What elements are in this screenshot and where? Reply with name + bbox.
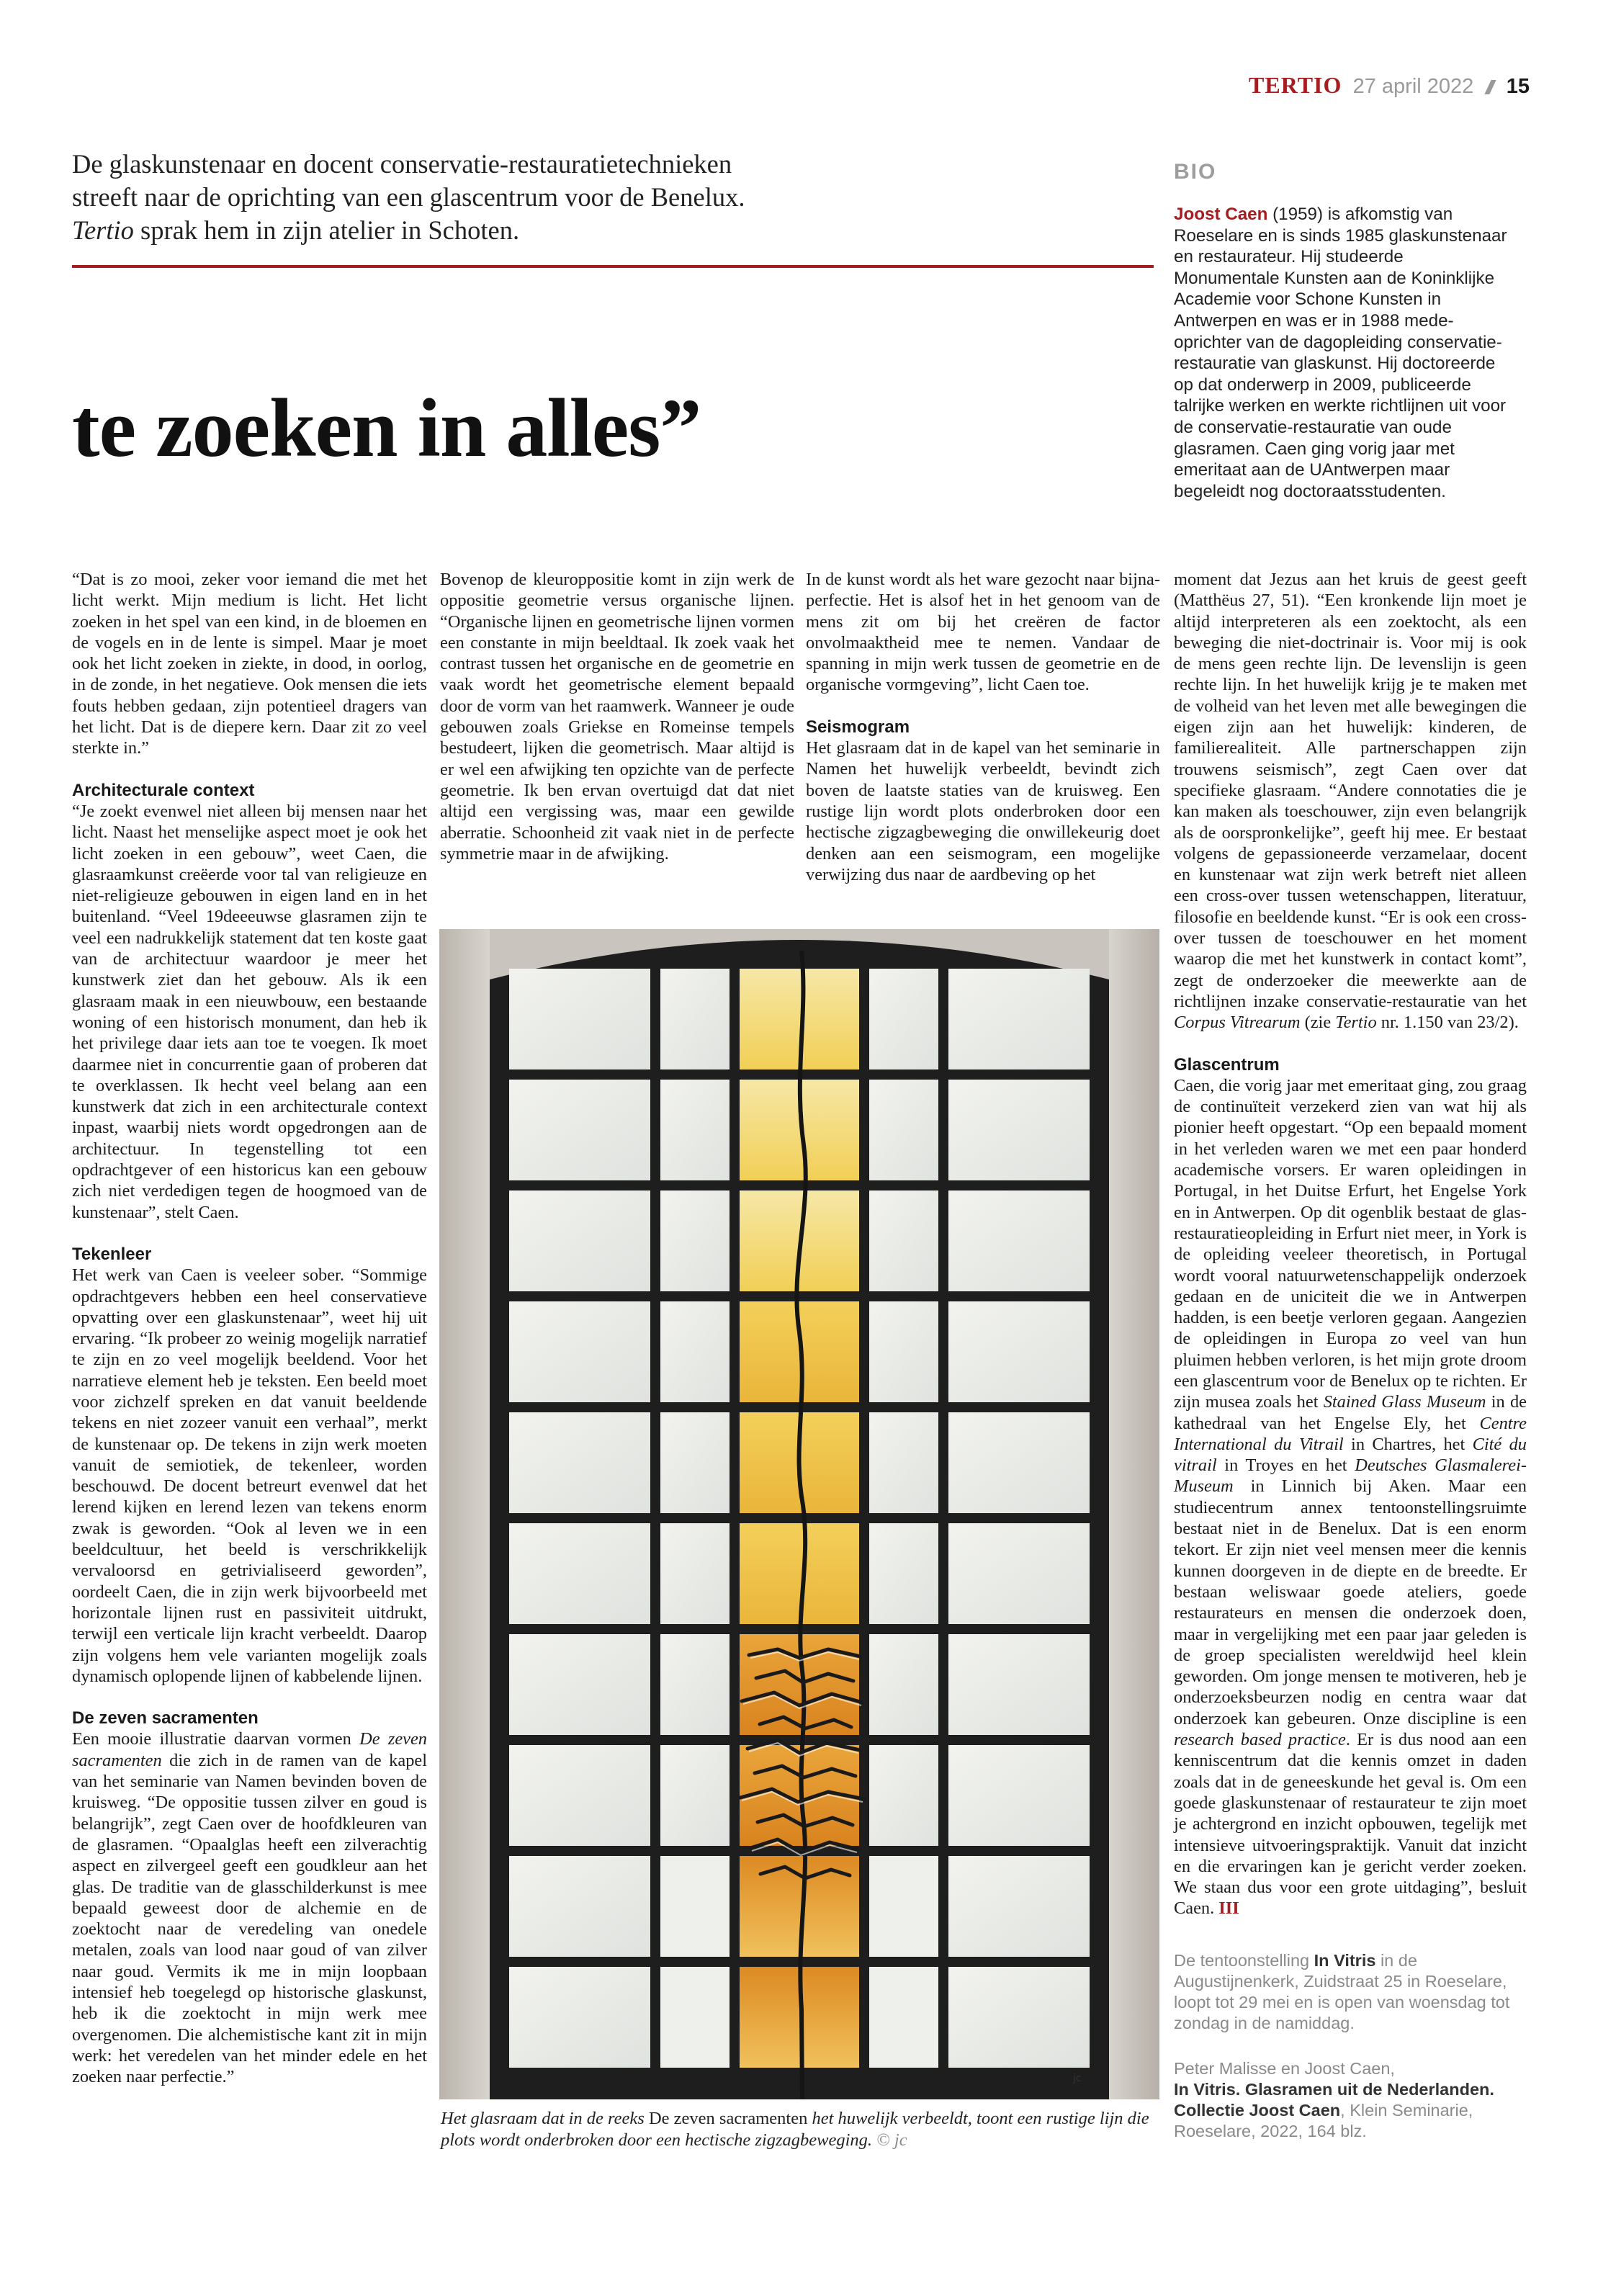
article-intro [72, 148, 1152, 247]
intro-line [72, 214, 1152, 247]
glass-pane [660, 1412, 730, 1513]
glass-pane [869, 1967, 938, 2068]
glass-pane [660, 1856, 730, 1957]
intro-line: De glaskunstenaar en docent conservatie-restauratietechnieken [72, 149, 732, 179]
glass-pane [660, 1967, 730, 2068]
paragraph: “Dat is zo mooi, zeker voor iemand die met het licht werkt. Mijn medium is licht. Het licht zoeken in het spel van een kind, in de bloemen en de vogels en in de lente is simpel. Maar je moet ook het licht zoeken in ziekte, in dood, in oorlog, in de zonde, in het negatieve. Ook mensen die iets fouts hebben gedaan, zijn potentieel dragers van het licht. Dat is de diepere kern. Daar zit zo veel sterkte in.” [72, 570, 427, 758]
paragraph: Het werk van Caen is veeleer sober. “Sommige opdrachtgevers hebben een heel conservatieve opvatting over een glaskunstenaar”, weet hij uit ervaring. “Ik probeer zo weinig mogelijk narratief te zijn en zo veel mogelijk beeldend. Voor het narratieve element heb je teksten. Een beeld moet voor zichzelf spreken en dat vanuit beeldende tekens en niet zozeer vanuit een verhaal”, merkt de kunstenaar op. De tekens in zijn werk moeten vanuit de semiotiek, de tekenleer, worden beschouwd. De docent betreurt evenwel dat het lerend kijken en lerend lezen van tekens enorm zwak is geworden. “Ook al leven we in een beeldcultuur, het beeld is verschrikkelijk vervaloorsd en getrivialiseerd geworden”, oordeelt Caen, die in zijn werk bijvoorbeeld met horizontale lijnen rust en passiviteit uitdrukt, terwijl een verticale lijn kracht verbeeldt. Daarop zijn volgens hem vele varianten mogelijk zoals dynamisch oplopende lijnen of kabbelende lijnen. [72, 1265, 427, 1686]
column-4 [1174, 569, 1527, 1919]
glass-pane [509, 1080, 650, 1180]
text-italic: Deutsches Glasmalerei-Museum [1174, 1456, 1527, 1497]
subheading: Seismogram [806, 717, 910, 737]
glass-pane [509, 1856, 650, 1957]
bio-name: Joost Caen [1174, 205, 1268, 224]
subheading: Tekenleer [72, 1244, 152, 1264]
photo-credit: © jc [876, 2130, 907, 2150]
text-run: Caen, die vorig jaar met emeritaat ging, zou graag de continuïteit verzekerd zien van wat hij als pionier heeft opgestart. “Op een bepaald moment in het verleden waren we met een paar honderd academische vorsers. Er waren opleidingen in Portugal, in het Duitse Erfurt, het Engelse York en in Antwerpen. Op dit ogenblik bestaat de glas-restauratieopleiding in Erfurt niet meer, in York is de opleiding veeleer theoretisch, in Portugal wordt vooral natuurwetenschappelijk onderzoek gedaan en de uniciteit die we in Antwerpen hadden, is een beetje verloren gegaan. Aangezien de opleidingen in Europa zo veel van hun pluimen hebben verloren, is het mijn grote droom een glascentrum voor de Benelux op te richten. Er zijn musea zoals het [1174, 1075, 1527, 1412]
text-run: nr. 1.150 van 23/2). [1376, 1013, 1519, 1033]
bio-label: BIO [1174, 160, 1217, 184]
glass-pane [869, 1523, 938, 1624]
text-italic: Corpus Vitrearum [1174, 1013, 1301, 1033]
paragraph: Bovenop de kleuroppositie komt in zijn werk de oppositie geometrie versus organische lijnen. “Organische lijnen en geometrische lijnen vormen een constante in mijn beeldtaal. Ik zoek vaak het contrast tussen het organische en de geometrie en vaak wordt het geometrische element bepaald door de vorm van het raamwerk. Wanneer je oude gebouwen zoals Griekse en Romeinse tempels bestudeert, lijken die geometrisch. Maar altijd is er wel een afwijking ten opzichte van de perfecte geometrie. Ik ben ervan overtuigd dat dat niet altijd een vergissing was, maar een gewilde aberratie. Schoonheid zit vaak niet in de perfecte symmetrie maar in de afwijking. [440, 570, 794, 864]
right-reveal [1109, 929, 1159, 2099]
running-head [1249, 72, 1530, 99]
glass-pane [660, 969, 730, 1069]
glass-pane [869, 1412, 938, 1513]
bio-body: (1959) is afkomstig van Roeselare en is sinds 1985 glaskunstenaar en restaurateur. Hij studeerde Monumentale Kunsten aan de Koninklijke Academie voor Schone Kunsten in Antwerpen en was er in 1988 mede-oprichter van de dagopleiding conservatie-restauratie van glaskunst. Hij doctoreerde op dat onderwerp in 2009, publiceerde talrijke werken en werkte richtlijnen uit voor de conservatie-restauratie van oude glasramen. Caen ging vorig jaar met emeritaat aan de UAntwerpen maar begeleidt nog doctoraatsstudenten. [1174, 205, 1507, 501]
glass-pane [948, 1634, 1090, 1735]
text-run: in Chartres, het [1343, 1434, 1473, 1454]
text-italic: research based practice [1174, 1730, 1346, 1750]
issue-date: 27 april 2022 [1352, 75, 1474, 98]
glass-pane [948, 1412, 1090, 1513]
photo-caption [441, 2108, 1161, 2151]
column-3 [806, 569, 1160, 885]
subheading: Glascentrum [1174, 1054, 1280, 1075]
paragraph [1174, 569, 1527, 1033]
exhibition-note [1174, 1950, 1520, 2034]
intro-line: streeft naar de oprichting van een glascentrum voor de Benelux. [72, 182, 745, 212]
stained-glass-window [439, 929, 1159, 2099]
glass-pane [509, 1190, 650, 1291]
glass-pane [869, 1080, 938, 1180]
subheading: Architecturale context [72, 780, 255, 800]
magazine-brand: TERTIO [1249, 72, 1342, 98]
left-reveal [439, 929, 490, 2099]
end-mark: III [1218, 1898, 1239, 1919]
glass-pane [869, 1634, 938, 1735]
caption-work-title: De zeven sacramenten [648, 2109, 808, 2128]
exhibition-title: In Vitris [1314, 1951, 1376, 1970]
caption-text: het huwelijk verbeeldt, toont een rustige lijn die plots wordt onderbroken door een hectische zigzagbeweging. [441, 2109, 1149, 2150]
glass-pane [509, 1634, 650, 1735]
text-italic: Stained Glass Museum [1323, 1392, 1486, 1412]
glass-pane [660, 1745, 730, 1846]
glass-pane [509, 1523, 650, 1624]
text-run: Een mooie illustratie daarvan vormen [72, 1729, 360, 1749]
text-italic: Cité du vitrail [1174, 1434, 1527, 1476]
book-publisher: , Klein Seminarie, Roeselare, 2022, 164 blz. [1174, 2101, 1473, 2140]
glass-pane [948, 1745, 1090, 1846]
column-2 [440, 569, 794, 864]
glass-pane [660, 1190, 730, 1291]
glass-pane [660, 1634, 730, 1735]
glass-pane [948, 1080, 1090, 1180]
text-run: in de kathedraal van het Engelse Ely, het [1174, 1392, 1527, 1433]
page-number: 15 [1506, 75, 1530, 98]
caption-text: Het glasraam dat in de reeks [441, 2109, 649, 2128]
text-run: De tentoonstelling [1174, 1951, 1314, 1970]
glass-pane [869, 1301, 938, 1402]
text-run: moment dat Jezus aan het kruis de geest geeft (Matthëus 27, 51). “Een kronkende lijn moet je altijd interpreteren als een zoektocht, als een beweging die niet-doctrinair is. Voor mij is ook de mens geen rechte lijn. De levenslijn is geen rechte lijn. In het huwelijk krijg je te maken met de volheid van het leven met alle bewegingen die eigen zijn aan het huwelijk: kinderen, de familierealiteit. Alle partnerschappen zijn trouwens seismisch”, zegt Caen over dat specifieke glasraam. “Andere connotaties die je kan maken als toeschouwer, zijn even belangrijk als de oorspronkelijke”, geeft hij mee. Er bestaat volgens de gepassioneerde verzamelaar, docent en kunstenaar wat zijn werk betreft niet alleen een cross-over tussen wetenschappen, literatuur, filosofie en beeldende kunst. “Er is ook een cross-over tussen de toeschouwer en het moment waarop die met het kunstwerk in contact komt”, zegt de onderzoeker die meewerkte aan de richtlijnen inzake conservatie-restauratie van het [1174, 570, 1527, 1011]
book-reference [1174, 2058, 1520, 2142]
glass-pane [660, 1523, 730, 1624]
glass-pane [948, 1190, 1090, 1291]
glass-pane [660, 1301, 730, 1402]
paragraph [1174, 1075, 1527, 1919]
book-title: In Vitris. Glasramen uit de Nederlanden. Collectie Joost Caen [1174, 2080, 1494, 2120]
article-title: te zoeken in alles” [72, 382, 701, 475]
glass-pane [869, 1745, 938, 1846]
text-run: in Troyes en het [1216, 1456, 1355, 1476]
stained-glass-photo [439, 929, 1159, 2099]
glass-pane [948, 1301, 1090, 1402]
text-run: in de Augustijnenkerk, Zuidstraat 25 in Roeselare, loopt tot 29 mei en is open van woensdag tot zondag in de namiddag. [1174, 1951, 1510, 2032]
glass-pane [509, 1412, 650, 1513]
glass-pane [660, 1080, 730, 1180]
paragraph: “Je zoekt evenwel niet alleen bij mensen naar het licht. Naast het menselijke aspect moet je ook het licht zoeken in een gebouw”, weet Caen, die glasraamkunst creëerde voor tal van religieuze en niet-religieuze gebouwen in eigen land en in het buitenland. “Veel 19deeeuwse glasramen zijn te veel een nadrukkelijk statement dat ten koste gaat van de architectuur waardoor je meer het kunstwerk ziet dan het gebouw. Als ik een glasraam maak in een nieuwbouw, een bestaande woning of een historisch monument, dan heb ik het privilege daar iets aan toe te voegen. Ik moet daarmee niet in concurrentie gaan of proberen dat te overklassen. Ik hecht veel belang aan een kunstwerk dat zich in een architecturale context inpast, waarbij niets wordt opgedrongen aan de architectuur. In tegenstelling tot een opdrachtgever of een historicus kan een gebouw zich niet verdedigen tegen de hoogmoed van de kunstenaar”, stelt Caen. [72, 801, 427, 1222]
text-italic: Tertio [1335, 1013, 1377, 1033]
subheading: De zeven sacramenten [72, 1708, 259, 1728]
glass-pane [509, 1967, 650, 2068]
text-run: die zich in de ramen van de kapel van het seminarie van Namen bevinden boven de kruisweg. “De oppositie tussen zilver en goud is belangrijk”, zegt Caen over de hoofdkleuren van de glasramen. “Opaalglas heeft een zilverachtig aspect en zilvergeel geeft een goudkleur aan het glas. De traditie van de glasschilderkunst is mee bepaald geweest door de alchemie en de zoektocht naar de veredeling van onedele metalen, zoals van lood naar goud of van zilver naar goud. Vermits ik me in mijn loopbaan intensief heb toegelegd op historische glaskunst, heb ik die zoektocht in mijn werk mee overgenomen. Die alchemistische kant zit in mijn werk: het veredelen van het minder edele en het zoeken naar perfectie.” [72, 1750, 427, 2087]
header-separator [1484, 80, 1496, 94]
glass-pane [869, 1190, 938, 1291]
bio-text [1174, 204, 1512, 502]
book-authors: Peter Malisse en Joost Caen, [1174, 2059, 1395, 2078]
paragraph [72, 1728, 427, 2087]
artist-signature: jc [1073, 2073, 1082, 2084]
glass-pane [869, 1856, 938, 1957]
glass-pane [948, 1523, 1090, 1624]
glass-pane [948, 1967, 1090, 2068]
glass-pane [948, 969, 1090, 1069]
glass-pane [509, 1745, 650, 1846]
text-run: in Linnich bij Aken. Maar een studiecentrum annex tentoonstellingsruimte bestaat niet in de Benelux. Dat is een enorm tekort. Er zijn niet veel mensen meer die kennis kunnen doorgeven in de diepte en de breedte. Er bestaan weliswaar goede ateliers, goede restaurateurs en mensen die onderzoek doen, maar in vergelijking met een paar jaar geleden is de groep specialisten wereldwijd heel klein geworden. Om jonge mensen te motiveren, heb je onderzoeksbeurzen nodig en centra waar dat onderzoek kan gebeuren. Onze discipline is een [1174, 1476, 1527, 1728]
paragraph: Het glasraam dat in de kapel van het seminarie in Namen het huwelijk verbeeldt, bevindt zich boven de laatste staties van de kruisweg. Een rustige lijn wordt plots onderbroken door een hectische zigzagbeweging die onwillekeurig doet denken aan een seismogram, een mogelijke verwijzing dus naar de aardbeving op het [806, 738, 1160, 884]
glass-pane [869, 969, 938, 1069]
book-details [1174, 2079, 1520, 2142]
intro-divider [72, 265, 1154, 268]
glass-pane [948, 1856, 1090, 1957]
text-run: . Er is dus nood aan een kenniscentrum dat die kennis omzet in daden zoals dat in de geneeskunde het geval is. Om een goede glaskunstenaar of restaurateur te zijn moet je achtergrond en inzicht opbouwen, tegelijk met intensieve uitvoeringspraktijk. Vanuit dat inzicht en die ervaringen kan je gericht verder zoeken. We staan dus voor een grote uitdaging”, besluit Caen. [1174, 1730, 1527, 1919]
column-1 [72, 569, 427, 2087]
glass-pane [509, 969, 650, 1069]
paragraph: In de kunst wordt als het ware gezocht naar bijna-perfectie. Het is alsof het in het genoom van de mens zit om bij het creëren de factor onvolmaaktheid mee te nemen. Vandaar de spanning in mijn werk tussen de geometrie en de organische vormgeving”, licht Caen toe. [806, 570, 1160, 695]
text-italic: Centre International du Vitrail [1174, 1413, 1527, 1454]
intro-line-rest: sprak hem in zijn atelier in Schoten. [133, 215, 520, 245]
text-italic: De zeven sacramenten [72, 1729, 427, 1770]
glass-pane [509, 1301, 650, 1402]
text-run: (zie [1300, 1013, 1336, 1033]
intro-italic: Tertio [72, 215, 134, 245]
